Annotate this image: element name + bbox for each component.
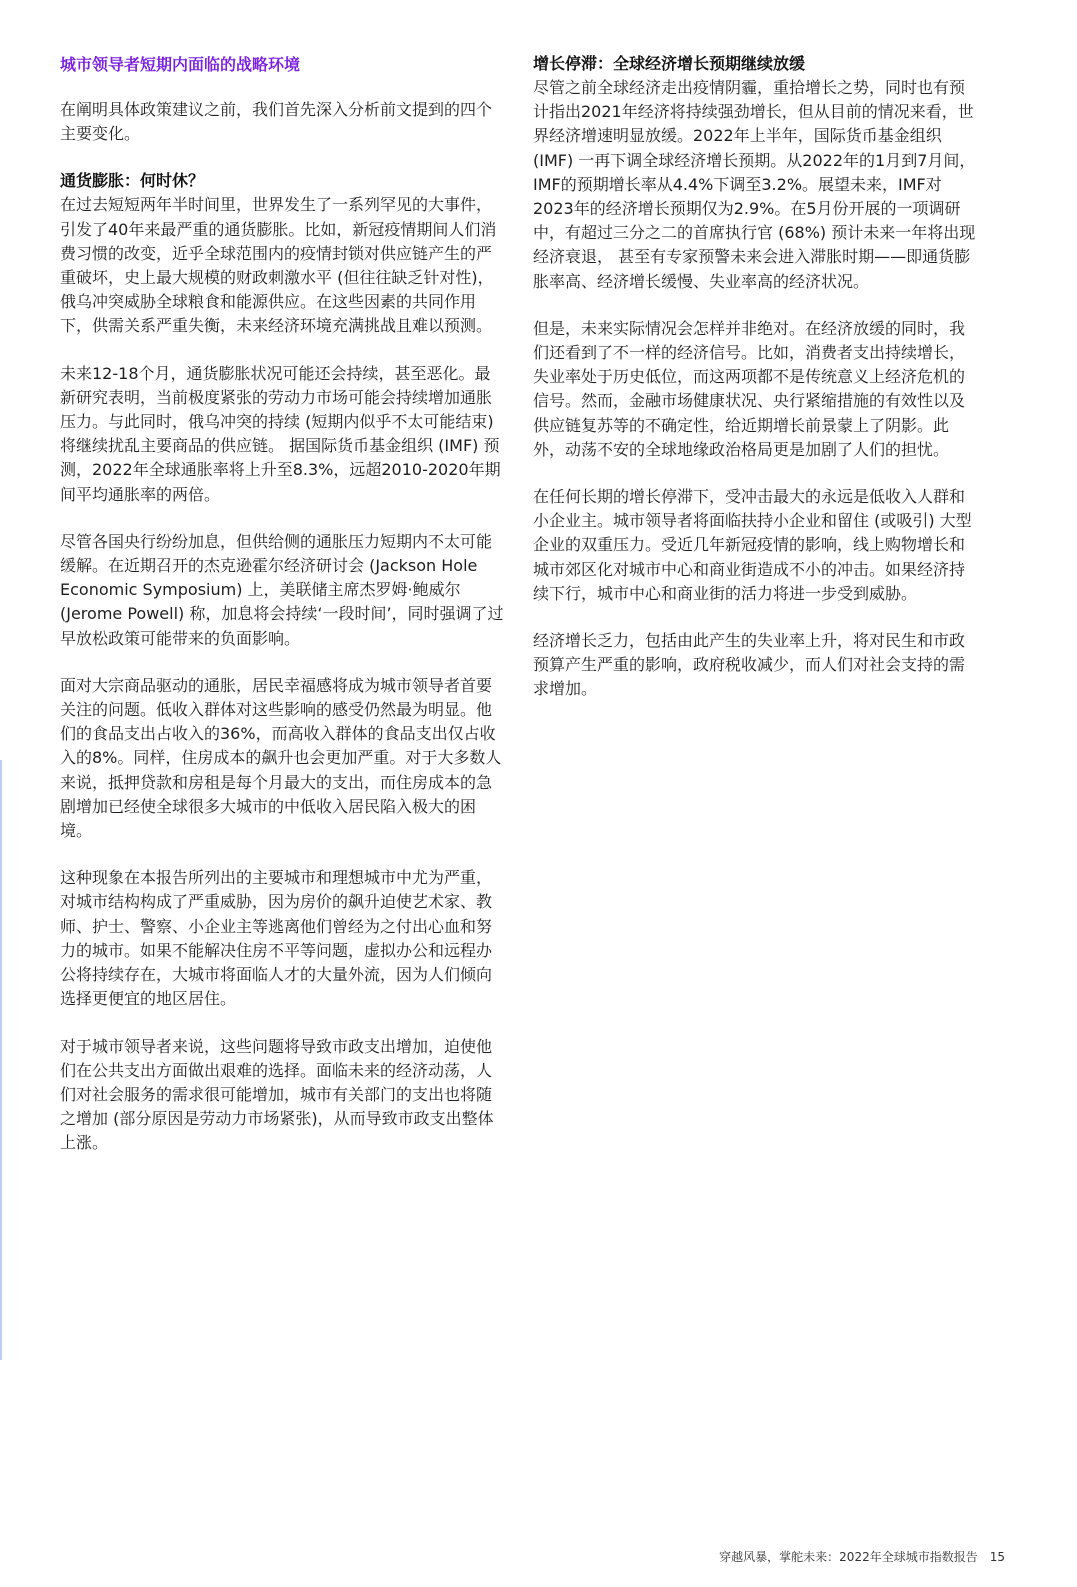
inflation-paragraph-2: 未来12-18个月，通货膨胀状况可能还会持续，甚至恶化。最新研究表明，当前极度紧张的劳动力市场可能会持续增加通胀压力。与此同时，俄乌冲突的持续 (短期内似乎不太可能结束) 将继续扰乱主要商品的供应链。 据国际货币基金组织 (IMF) 预测，2022年全球通胀率将上升至8.3%，远超2010-2020年期间平均通胀率的两倍。	[60, 363, 501, 504]
footer-report-title: 穿越风暴，掌舵未来：2022年全球城市指数报告	[719, 1550, 978, 1564]
stagnation-paragraph-1: 尽管之前全球经济走出疫情阴霾，重拾增长之势，同时也有预计指出2021年经济将持续强劲增长，但从目前的情况来看，世界经济增速明显放缓。2022年上半年，国际货币基金组织 (IMF) 一再下调全球经济增长预期。从2022年的1月到7月间，IMF的预期增长率从4.4%下调至3.2%。展望未来，IMF对2023年的经济增长预期仅为2.9%。在5月份开展的一项调研中，有超过三分之二的首席执行官 (68%) 预计未来一年将出现经济衰退， 甚至有专家预警未来会进入滞胀时期——即通货膨胀率高、经济增长缓慢、失业率高的经济状况。	[533, 78, 976, 291]
inflation-paragraph-1: 在过去短短两年半时间里，世界发生了一系列罕见的大事件，引发了40年来最严重的通货膨胀。比如，新冠疫情期间人们消费习惯的改变，近乎全球范围内的疫情封锁对供应链产生的严重破坏，史上最大规模的财政刺激水平 (但往往缺乏针对性)，俄乌冲突威胁全球粮食和能源供应。在这些因素的共同作用下，供需关系严重失衡，未来经济环境充满挑战且难以预测。	[60, 195, 497, 336]
intro-paragraph: 在阐明具体政策建议之前，我们首先深入分析前文提到的四个主要变化。	[60, 100, 493, 144]
inflation-paragraph-6: 对于城市领导者来说，这些问题将导致市政支出增加，迫使他们在公共支出方面做出艰难的选择。面临未来的经济动荡，人们对社会服务的需求很可能增加，城市有关部门的支出也将随之增加 (部分原因是劳动力市场紧张)，从而导致市政支出整体上涨。	[60, 1036, 494, 1153]
stagnation-paragraph-4: 经济增长乏力，包括由此产生的失业率上升，将对民生和市政预算产生严重的影响，政府税收减少，而人们对社会支持的需求增加。	[533, 631, 966, 699]
stagnation-paragraph-3: 在任何长期的增长停滞下，受冲击最大的永远是低收入人群和小企业主。城市领导者将面临扶持小企业和留住 (或吸引) 大型企业的双重压力。受近几年新冠疫情的影响，线上购物增长和城市郊区化对城市中心和商业街造成不小的冲击。如果经济持续下行，城市中心和商业街的活力将进一步受到威胁。	[533, 487, 972, 603]
page-edge-mark	[0, 760, 2, 1360]
right-column	[533, 52, 979, 725]
page-number: 15	[989, 1550, 1005, 1564]
inflation-section	[60, 169, 506, 1155]
stagnation-paragraph-2: 但是，未来实际情况会怎样并非绝对。在经济放缓的同时，我们还看到了不一样的经济信号。比如，消费者支出持续增长，失业率处于历史低位，而这两项都不是传统意义上经济危机的信号。然而，金融市场健康状况、央行紧缩措施的有效性以及供应链复苏等的不确定性，给近期增长前景蒙上了阴影。此外，动荡不安的全球地缘政治格局更是加剧了人们的担忧。	[533, 318, 966, 459]
left-column	[60, 52, 506, 1179]
page-footer	[719, 1548, 1005, 1565]
inflation-paragraph-4: 面对大宗商品驱动的通胀，居民幸福感将成为城市领导者首要关注的问题。低收入群体对这些影响的感受仍然最为明显。他们的食品支出占收入的36%，而高收入群体的食品支出仅占收入的8%。同样，住房成本的飙升也会更加严重。对于大多数人来说，抵押贷款和房租是每个月最大的支出，而住房成本的急剧增加已经使全球很多大城市的中低收入居民陷入极大的困境。	[60, 675, 502, 841]
section-title: 城市领导者短期内面临的战略环境	[60, 55, 301, 74]
stagnation-heading: 增长停滞：全球经济增长预期继续放缓	[533, 54, 806, 73]
inflation-paragraph-3: 尽管各国央行纷纷加息，但供给侧的通胀压力短期内不太可能缓解。在近期召开的杰克逊霍尔经济研讨会 (Jackson Hole Economic Symposium) 上，美联储主席杰罗姆·鲍威尔 (Jerome Powell) 称，加息将会持续‘一段时间’，同时强调了过早放松政策可能带来的负面影响。	[60, 531, 504, 648]
inflation-paragraph-5: 这种现象在本报告所列出的主要城市和理想城市中尤为严重，对城市结构构成了严重威胁，因为房价的飙升迫使艺术家、教师、护士、警察、小企业主等逃离他们曾经为之付出心血和努力的城市。如果不能解决住房不平等问题，虚拟办公和远程办公将持续存在，大城市将面临人才的大量外流，因为人们倾向选择更便宜的地区居住。	[60, 868, 493, 1009]
stagnation-section	[533, 52, 979, 702]
inflation-heading: 通货膨胀：何时休？	[60, 171, 205, 191]
